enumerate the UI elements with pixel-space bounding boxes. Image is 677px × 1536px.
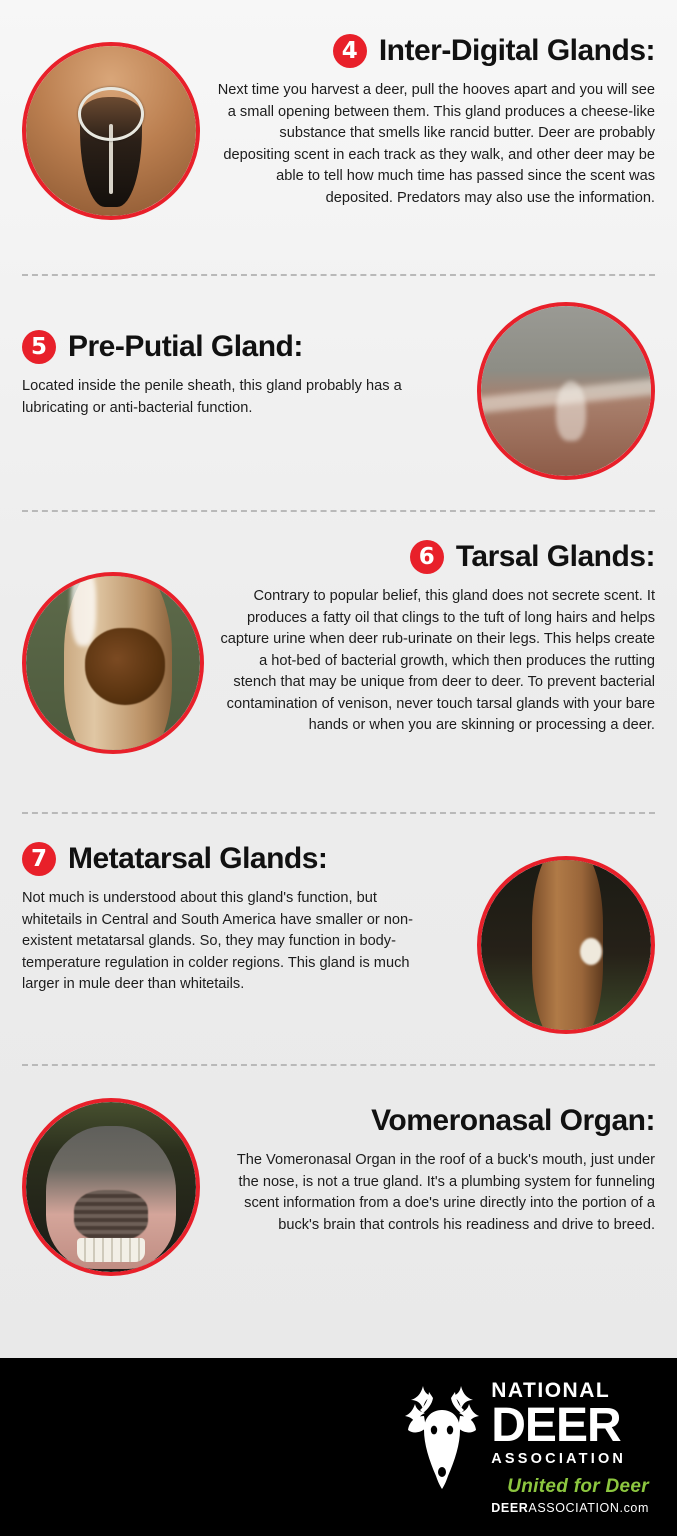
metatarsal-gland-photo bbox=[477, 856, 655, 1034]
section-pre-putial-gland bbox=[0, 276, 677, 516]
vomeronasal-heading bbox=[216, 1104, 655, 1138]
section-vomeronasal-organ bbox=[0, 1066, 677, 1288]
section-6-number: 6 bbox=[410, 540, 444, 574]
section-6-heading bbox=[220, 540, 655, 574]
deer-head-icon bbox=[403, 1380, 481, 1490]
section-6-title: Tarsal Glands: bbox=[455, 540, 655, 573]
section-7-number: 7 bbox=[22, 842, 56, 876]
section-7-body: Not much is understood about this gland's function, but whitetails in Central and South America have smaller or non-existent metatarsal glands. So, they may function in body-temperature regulation in colder regions. This gland is much larger in mule deer than whitetails. bbox=[22, 890, 413, 992]
pre-putial-gland-photo bbox=[477, 302, 655, 480]
section-6-body: Contrary to popular belief, this gland does not secrete scent. It produces a fatty oil that clings to the tuft of long hairs and helps capture urine when deer rub-urinate on their legs. This helps create a hot-bed of bacterial growth, which then produces the rutting stench that may be unique from deer to deer. To prevent bacterial contamination of venison, never touch tarsal glands with your bare hands or when you are skinning or processing a deer. bbox=[220, 588, 655, 733]
vomeronasal-organ-photo bbox=[22, 1098, 200, 1276]
section-5-title: Pre-Putial Gland: bbox=[68, 330, 303, 363]
section-4-heading bbox=[216, 34, 655, 68]
vomeronasal-title: Vomeronasal Organ: bbox=[371, 1104, 655, 1137]
section-4-body: Next time you harvest a deer, pull the hooves apart and you will see a small opening between them. This gland produces a cheese-like substance that smells like rancid butter. Deer are probably depositing scent in each track as they walk, and other deer may be able to tell how much time has passed since the scent was deposited. Predators may also use the information. bbox=[217, 82, 655, 206]
section-4-title: Inter-Digital Glands: bbox=[378, 34, 655, 67]
deer-hoof-photo bbox=[22, 42, 200, 220]
vomeronasal-body: The Vomeronasal Organ in the roof of a buck's mouth, just under the nose, is not a true gland. It's a plumbing system for funneling scent information from a doe's urine directly into the portion of a buck's brain that controls his readiness and drive to breed. bbox=[236, 1152, 655, 1233]
section-5-body: Located inside the penile sheath, this gland probably has a lubricating or anti-bacterial function. bbox=[22, 378, 402, 416]
logo-tagline: United for Deer bbox=[507, 1475, 649, 1497]
footer-bar bbox=[0, 1358, 677, 1536]
section-5-heading bbox=[22, 330, 461, 364]
logo-association: ASSOCIATION bbox=[491, 1451, 627, 1467]
section-tarsal-glands bbox=[0, 512, 677, 812]
logo-national: NATIONAL bbox=[491, 1379, 611, 1402]
logo-url-rest: ASSOCIATION.com bbox=[528, 1500, 649, 1515]
section-4-number: 4 bbox=[333, 34, 367, 68]
section-7-heading bbox=[22, 842, 461, 876]
logo-url-bold: DEER bbox=[491, 1500, 529, 1515]
section-metatarsal-glands bbox=[0, 814, 677, 1066]
section-inter-digital-glands bbox=[0, 0, 677, 268]
section-5-number: 5 bbox=[22, 330, 56, 364]
nda-logo-text bbox=[491, 1380, 649, 1514]
logo-url bbox=[491, 1502, 649, 1515]
logo-deer: DEER bbox=[491, 1399, 621, 1452]
section-7-title: Metatarsal Glands: bbox=[68, 842, 328, 875]
nda-logo bbox=[403, 1380, 649, 1514]
tarsal-gland-photo bbox=[22, 572, 204, 754]
